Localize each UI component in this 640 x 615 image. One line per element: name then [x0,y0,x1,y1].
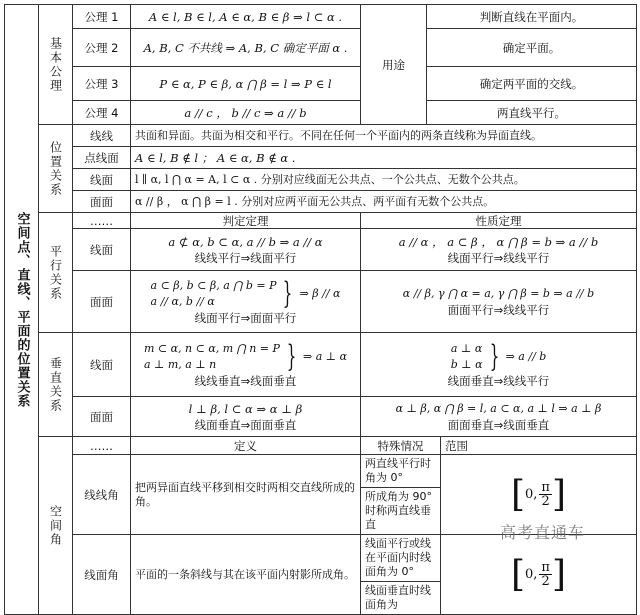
parallel-header-property: 性质定理 [361,213,637,229]
angles-header-range: 范围 [441,437,637,455]
angles-header-definition: 定义 [131,437,361,455]
position-row-name: 面面 [73,191,131,213]
axiom-use: 判断直线在平面内。 [427,5,637,29]
watermark: 高考直通车 [500,523,586,542]
axiom-formula: A ∈ l, B ∈ l, A ∈ α, B ∈ β ⇒ l ⊂ α . [131,5,361,29]
range-denominator: 2 [541,574,550,589]
angle-definition: 平面的一条斜线与其在该平面内射影所成角。 [131,535,361,615]
axiom-name: 公理 2 [73,29,131,67]
judge-formula: a ⊄ α, b ⊂ α, a // b ⇒ a // α [168,234,323,249]
axiom-use: 两直线平行。 [427,101,637,125]
angle-special-2: 所成角为 90° 时称两直线垂直 [365,490,432,531]
position-row-text: 共面和异面。共面为相交和平行。不同在任何一个平面内的两条直线称为异面直线。 [131,125,637,147]
angle-special-1: 两直线平行时角为 0° [361,455,440,488]
judge-caption: 线面垂直⇒面面垂直 [194,417,297,432]
position-row-text: l ∥ α, l ⋂ α = A, l ⊂ α . 分别对应线面无公共点、一个公共点、无数个公共点。 [131,169,637,191]
position-group-label: 位置关系 [39,125,73,213]
right-brace: } [489,338,499,374]
right-bracket: ] [551,553,567,595]
axioms-group-label: 基本公理 [39,5,73,125]
right-brace: } [283,275,293,311]
property-result: ⇒ a // b [505,349,547,363]
angle-special-1: 线面平行或线在平面内时线面角为 0° [361,535,440,582]
axiom-name: 公理 1 [73,5,131,29]
position-row-text: A ∈ l, B ∉ l ； A ∈ α, B ∉ α . [131,147,637,169]
perpendicular-row-name: 线面 [73,333,131,397]
usage-label: 用途 [361,5,427,125]
parallel-row-name: 面面 [73,271,131,333]
judge-result: ⇒ β // α [299,286,341,300]
property-formula: a // α ， a ⊂ β ， α ⋂ β = b ⇒ a // b [398,234,599,249]
judge-condition: a ⊥ m, a ⊥ n [143,357,217,371]
axiom-name: 公理 3 [73,67,131,101]
property-caption: 线面平行⇒线线平行 [447,250,550,265]
range-fraction [539,481,552,508]
axiom-name: 公理 4 [73,101,131,125]
judge-condition: m ⊂ α, n ⊂ α, m ⋂ n = P [143,341,280,355]
angle-special-2: 线面垂直时线面角为 [365,584,431,611]
axiom-formula: P ∈ α, P ∈ β, α ⋂ β = l ⇒ P ∈ l [131,67,361,101]
property-formula: α ⊥ β, α ⋂ β = l, a ⊂ α, a ⊥ l ⇒ a ⊥ β [395,401,602,415]
axiom-formula: a // c ， b // c ⇒ a // b [131,101,361,125]
perpendicular-row-name: 面面 [73,397,131,437]
angle-range [445,473,632,515]
axiom-formula: A, B, C 不共线 ⇒ A, B, C 确定平面 α . [131,29,361,67]
judge-condition: a ⊂ β, b ⊂ β, a ⋂ b = P [150,278,277,292]
range-fraction [539,561,552,588]
position-row-name: 线面 [73,169,131,191]
judge-result: ⇒ a ⊥ α [302,349,348,363]
range-left: 0, [525,486,538,502]
angle-definition: 把两异面直线平移到相交时两相交直线所成的角。 [131,455,361,535]
position-row-name: 线线 [73,125,131,147]
parallel-row-name: 线面 [73,229,131,271]
position-row-text: α // β ， α ⋂ β = l . 分别对应两平面无公共点、两平面有无数个公共点。 [131,191,637,213]
perpendicular-group-label: 垂直关系 [39,333,73,437]
judge-caption: 线线垂直⇒线面垂直 [194,373,297,388]
left-bracket: [ [510,553,526,595]
axiom-use: 确定平面。 [427,29,637,67]
parallel-header-judge: 判定定理 [131,213,361,229]
left-bracket: [ [510,473,526,515]
judge-caption: 线线平行⇒线面平行 [194,250,297,265]
judge-condition: a // α, b // α [150,294,215,308]
range-left: 0, [525,566,538,582]
range-numerator: π [541,560,550,575]
axiom-use: 确定两平面的交线。 [427,67,637,101]
right-brace: } [286,338,297,374]
angle-range [445,553,632,595]
angle-row-name: 线面角 [73,535,131,615]
property-formula: α // β, γ ⋂ α = a, γ ⋂ β = b ⇒ a // b [402,286,595,300]
parallel-group-label: 平行关系 [39,213,73,333]
angle-row-name: 线线角 [73,455,131,535]
parallel-header-blank: …… [73,213,131,229]
right-bracket: ] [551,473,567,515]
property-caption: 面面垂直⇒线面垂直 [447,417,550,432]
angles-header-blank: …… [73,437,131,455]
range-denominator: 2 [541,494,550,509]
property-caption: 面面平行⇒线线平行 [447,302,550,317]
judge-caption: 线面平行⇒面面平行 [194,310,297,325]
angles-group-label: 空间角 [39,437,73,615]
judge-formula: l ⊥ β, l ⊂ α ⇒ α ⊥ β [188,401,303,416]
range-numerator: π [541,480,550,495]
position-row-name: 点线面 [73,147,131,169]
property-condition: b ⊥ α [450,357,483,371]
side-title: 空间点、直线、平面的位置关系 [5,5,39,615]
property-caption: 线面垂直⇒线线平行 [447,373,550,388]
property-condition: a ⊥ α [450,341,483,355]
angles-header-special: 特殊情况 [361,437,441,455]
